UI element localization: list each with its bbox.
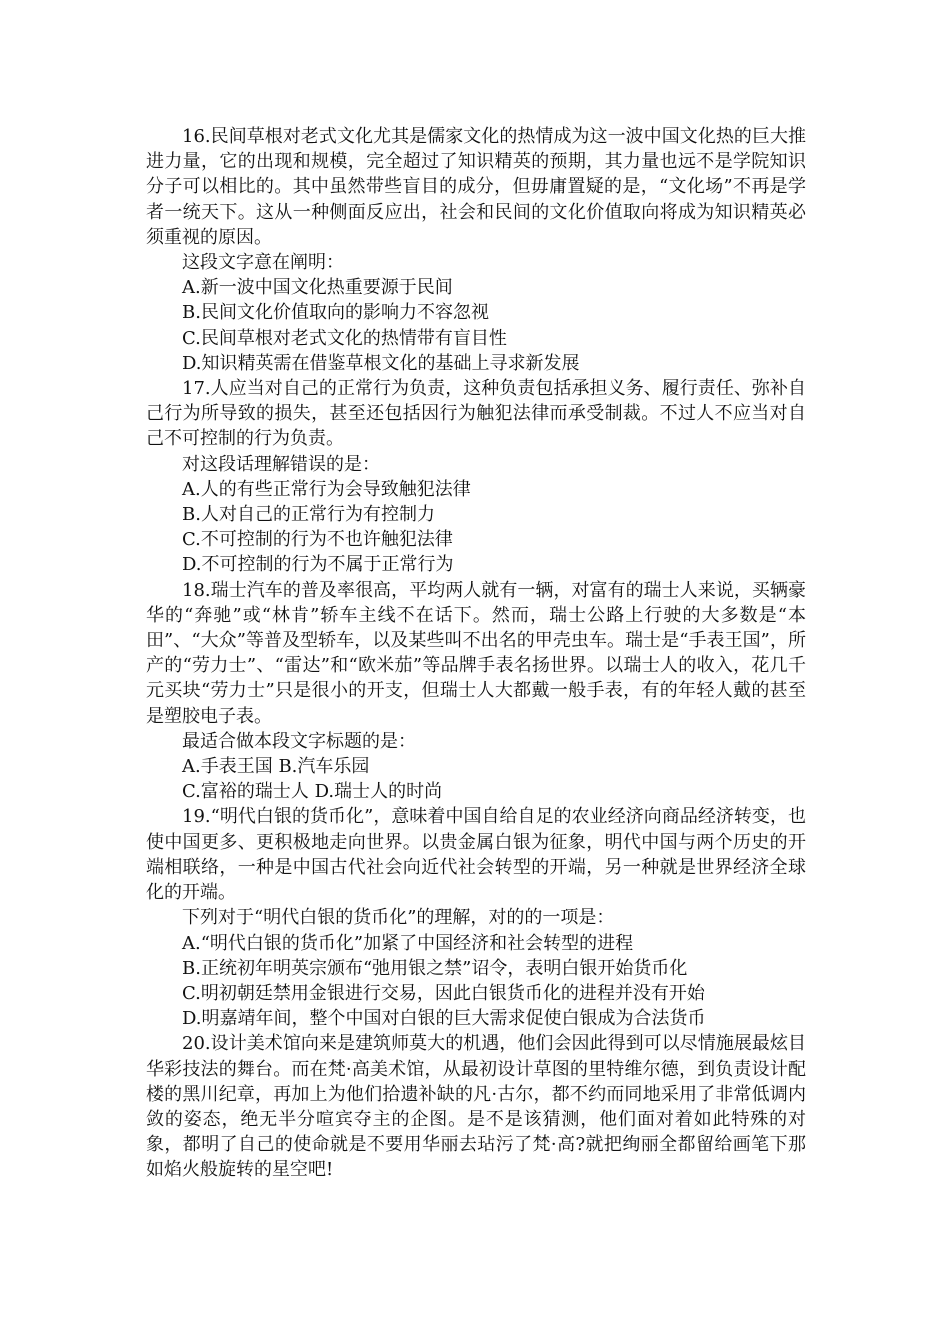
question-17-stem: 17.人应当对自己的正常行为负责，这种负责包括承担义务、履行责任、弥补自己行为所导致的损失，甚至还包括因行为触犯法律而承受制裁。不过人不应当对自己不可控制的行为负责。 <box>146 378 806 450</box>
document-body <box>146 124 806 1183</box>
question-16-option-a: A.新一波中国文化热重要源于民间 <box>182 277 453 299</box>
question-19-prompt: 下列对于“明代白银的货币化”的理解，对的的一项是： <box>182 907 615 929</box>
question-18-stem: 18.瑞士汽车的普及率很高，平均两人就有一辆，对富有的瑞士人来说，买辆豪华的“奔驰”或“林肯”轿车主线不在话下。然而，瑞士公路上行驶的大多数是“本田”、“大众”等普及型轿车，以及某些叫不出名的甲壳虫车。瑞士是“手表王国”，所产的“劳力士”、“雷达”和“欧米茄”等品牌手表名扬世界。以瑞士人的收入，花几千元买块“劳力士”只是很小的开支，但瑞士人大都戴一般手表，有的年轻人戴的甚至是塑胶电子表。 <box>146 579 806 727</box>
question-19-option-d: D.明嘉靖年间，整个中国对白银的巨大需求促使白银成为合法货币 <box>182 1008 706 1030</box>
question-16-stem: 16.民间草根对老式文化尤其是儒家文化的热情成为这一波中国文化热的巨大推进力量，它的出现和规模，完全超过了知识精英的预期，其力量也远不是学院知识分子可以相比的。其中虽然带些盲目的成分，但毋庸置疑的是，“文化场”不再是学者一统天下。这从一种侧面反应出，社会和民间的文化价值取向将成为知识精英必须重视的原因。 <box>146 126 806 248</box>
question-18-options-ab: A.手表王国 B.汽车乐园 <box>182 756 370 778</box>
question-17-prompt: 对这段话理解错误的是： <box>182 453 380 475</box>
question-17-option-c: C.不可控制的行为不也许触犯法律 <box>182 529 453 551</box>
question-16-prompt: 这段文字意在阐明： <box>182 252 344 274</box>
question-16-option-b: B.民间文化价值取向的影响力不容忽视 <box>182 302 489 324</box>
question-19-option-b: B.正统初年明英宗颁布“弛用银之禁”诏令，表明白银开始货币化 <box>182 957 688 979</box>
question-17-option-d: D.不可控制的行为不属于正常行为 <box>182 554 454 576</box>
question-19-option-c: C.明初朝廷禁用金银进行交易，因此白银货币化的进程并没有开始 <box>182 982 705 1004</box>
question-19-option-a: A.“明代白银的货币化”加紧了中国经济和社会转型的进程 <box>182 932 634 954</box>
question-17-option-a: A.人的有些正常行为会导致触犯法律 <box>182 478 471 500</box>
question-18-prompt: 最适合做本段文字标题的是： <box>182 730 416 752</box>
question-16-option-c: C.民间草根对老式文化的热情带有盲目性 <box>182 327 507 349</box>
question-17-option-b: B.人对自己的正常行为有控制力 <box>182 504 435 526</box>
question-19-stem: 19.“明代白银的货币化”，意味着中国自给自足的农业经济向商品经济转变，也使中国更多、更积极地走向世界。以贵金属白银为征象，明代中国与两个历史的开端相联络，一种是中国古代社会向近代社会转型的开端，另一种就是世界经济全球化的开端。 <box>146 806 806 904</box>
question-20-stem: 20.设计美术馆向来是建筑师莫大的机遇，他们会因此得到可以尽情施展最炫目华彩技法的舞台。而在梵·高美术馆，从最初设计草图的里特维尔德，到负责设计配楼的黑川纪章，再加上为他们拾遗补缺的凡·古尔，都不约而同地采用了非常低调内敛的姿态，绝无半分喧宾夺主的企图。是不是该猜测，他们面对着如此特殊的对象，都明了自己的使命就是不要用华丽去玷污了梵·高?就把绚丽全都留给画笔下那如焰火般旋转的星空吧! <box>146 1033 806 1181</box>
question-18-options-cd: C.富裕的瑞士人 D.瑞士人的时尚 <box>182 781 443 803</box>
question-16-option-d: D.知识精英需在借鉴草根文化的基础上寻求新发展 <box>182 352 580 374</box>
